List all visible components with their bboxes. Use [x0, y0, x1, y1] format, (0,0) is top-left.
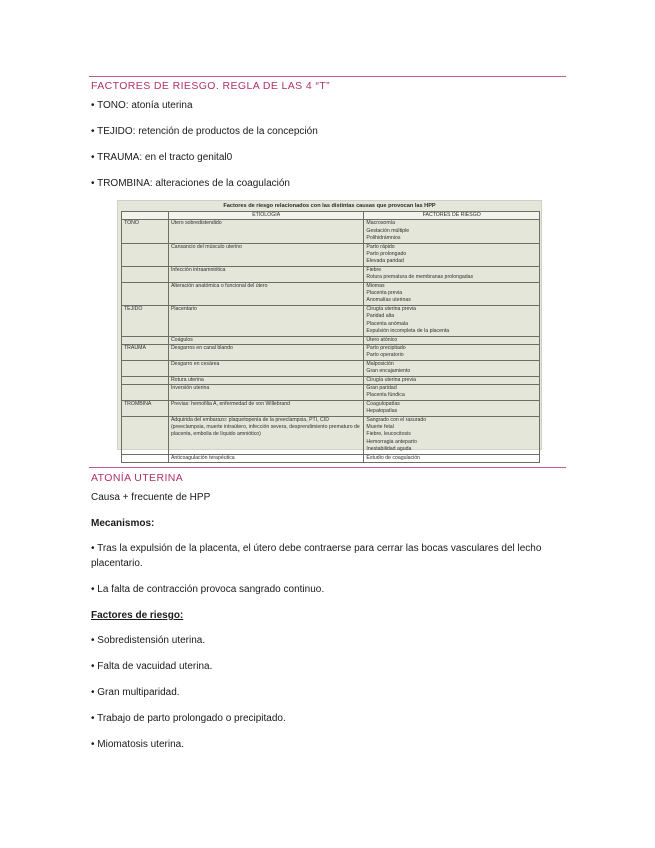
factor-line: Miomas [366, 282, 385, 289]
cell-factores [364, 416, 540, 454]
cell-factores [364, 243, 540, 266]
factor-line: Cirugía uterina previa [366, 305, 417, 312]
table-row [122, 220, 540, 243]
cell-category [122, 243, 169, 266]
table-row [122, 305, 540, 336]
factor-item-tono: • TONO: atonía uterina [91, 100, 193, 111]
section-rule-top [89, 76, 566, 77]
cell-factores [364, 376, 540, 384]
cell-factores [364, 282, 540, 305]
factor-item-tejido: • TEJIDO: retención de productos de la concepción [91, 126, 318, 137]
factor-line: Inestabilidad aguda [366, 446, 412, 453]
table-row [122, 336, 540, 344]
table-row [122, 266, 540, 282]
factor-line: Útero atónico [366, 336, 398, 343]
factor-line: Malposición [366, 360, 394, 367]
hpp-risk-table [121, 211, 540, 463]
section-rule-atonia [89, 467, 566, 468]
header-etiologia: ETIOLOGÍA [168, 212, 363, 220]
factores-riesgo-heading: Factores de riesgo: [91, 610, 184, 621]
factor-line: Fiebre [366, 266, 382, 273]
cell-factores [364, 344, 540, 360]
factor-line: Placenta previa [366, 290, 403, 297]
table-header-row [122, 212, 540, 220]
mecanismo-item-2: • La falta de contracción provoca sangrado continuo. [91, 584, 325, 595]
table-row [122, 384, 540, 400]
factor-line: Parto operatorio [366, 352, 404, 359]
table-row [122, 400, 540, 416]
mecanismos-heading: Mecanismos: [91, 518, 155, 529]
cell-category [122, 416, 169, 454]
cell-factores [364, 384, 540, 400]
table-row [122, 416, 540, 454]
factor-line: Hemorragia anteparto [366, 438, 417, 445]
cell-category [122, 266, 169, 282]
cell-etiologia: Rotura uterina [168, 376, 363, 384]
section-title-atonia: ATONÍA UTERINA [91, 472, 184, 484]
factor-line: Polihidrámnios [366, 235, 401, 242]
factor-line: Sangrado con el rasurado [366, 416, 427, 423]
section-title-factores: FACTORES DE RIESGO. REGLA DE LAS 4 “T” [91, 80, 331, 92]
hpp-risk-table-image [117, 200, 542, 461]
cell-etiologia: Coágulos [168, 336, 363, 344]
factor-line: Rotura prematura de membranas prolongadas [366, 274, 474, 281]
factor-line: Parto precipitado [366, 344, 406, 351]
factor-riesgo-item: • Trabajo de parto prolongado o precipitado. [91, 713, 286, 724]
factor-line: Elevada paridad [366, 258, 404, 265]
cell-factores [364, 360, 540, 376]
factor-item-trauma: • TRAUMA: en el tracto genital0 [91, 152, 233, 163]
cell-etiologia: Cansancio del músculo uterino [168, 243, 363, 266]
mecanismo-item-1: • Tras la expulsión de la placenta, el útero debe contraerse para cerrar las bocas vasculares del lecho placentario. [91, 543, 542, 569]
cell-etiologia: Adquirida del embarazo: plaquetopenia de la preeclampsia, PTI, CID (preeclampsia, muerte intraútero, infección severa, desprendimiento prematuro de placenta, embolia de líquido amniótico) [168, 416, 363, 454]
cell-category: TROMBINA [122, 400, 169, 416]
table-title: Factores de riesgo relacionados con las distintas causas que provocan las HPP [223, 203, 436, 209]
table-row [122, 454, 540, 462]
cell-factores [364, 454, 540, 462]
table-row [122, 376, 540, 384]
cell-category [122, 360, 169, 376]
cell-etiologia: Previas: hemofilia A, enfermedad de von Willebrand [168, 400, 363, 416]
cell-factores [364, 400, 540, 416]
factor-line: Cirugía uterina previa [366, 376, 417, 383]
cell-factores [364, 266, 540, 282]
cell-etiologia: Útero sobredistendido [168, 220, 363, 243]
table-row [122, 243, 540, 266]
table-row [122, 344, 540, 360]
factor-line: Macrosomía [366, 220, 395, 227]
cell-category [122, 336, 169, 344]
cell-factores [364, 305, 540, 336]
factor-line: Paridad alta [366, 313, 395, 320]
factor-line: Gestación múltiple [366, 227, 410, 234]
factor-riesgo-item: • Miomatosis uterina. [91, 739, 184, 750]
factor-line: Parto prolongado [366, 251, 407, 258]
factor-line: Anomalías uterinas [366, 297, 411, 304]
factor-item-trombina: • TROMBINA: alteraciones de la coagulación [91, 178, 290, 189]
cell-etiologia: Alteración anatómica o funcional del útero [168, 282, 363, 305]
cell-factores [364, 220, 540, 243]
factor-line: Coagulopatías [366, 400, 400, 407]
factor-line: Estudio de coagulación [366, 454, 421, 461]
factor-line: Muerte fetal [366, 423, 394, 430]
cell-factores [364, 336, 540, 344]
factor-riesgo-item: • Falta de vacuidad uterina. [91, 661, 213, 672]
cell-category [122, 282, 169, 305]
factor-line: Hepatopatías [366, 408, 398, 415]
header-empty [122, 212, 169, 220]
factor-line: Placenta anómala [366, 320, 408, 327]
cell-etiologia: Inversión uterina [168, 384, 363, 400]
cell-etiologia: Placentario [168, 305, 363, 336]
factor-riesgo-item: • Gran multiparidad. [91, 687, 180, 698]
cell-etiologia: Desgarros en canal blando [168, 344, 363, 360]
cell-category [122, 376, 169, 384]
cell-category [122, 454, 169, 462]
cell-etiologia: Infección intraamniótica [168, 266, 363, 282]
cell-etiologia: Desgarro en cesárea [168, 360, 363, 376]
factor-riesgo-item: • Sobredistensión uterina. [91, 635, 206, 646]
table-row [122, 282, 540, 305]
factor-line: Fiebre, leucocitosis [366, 431, 411, 438]
factor-line: Gran paridad [366, 384, 397, 391]
table-row [122, 360, 540, 376]
factor-line: Expulsión incompleta de la placenta [366, 328, 450, 335]
factor-line: Gran encajamiento [366, 368, 411, 375]
atonia-intro: Causa + frecuente de HPP [91, 492, 211, 503]
header-factores: FACTORES DE RIESGO [364, 212, 540, 220]
factor-line: Parto rápido [366, 243, 395, 250]
cell-etiologia: Anticoagulación terapéutica [168, 454, 363, 462]
cell-category: TRAUMA [122, 344, 169, 360]
cell-category [122, 384, 169, 400]
factor-line: Placenta fúndica [366, 392, 405, 399]
cell-category: TONO [122, 220, 169, 243]
cell-category: TEJIDO [122, 305, 169, 336]
